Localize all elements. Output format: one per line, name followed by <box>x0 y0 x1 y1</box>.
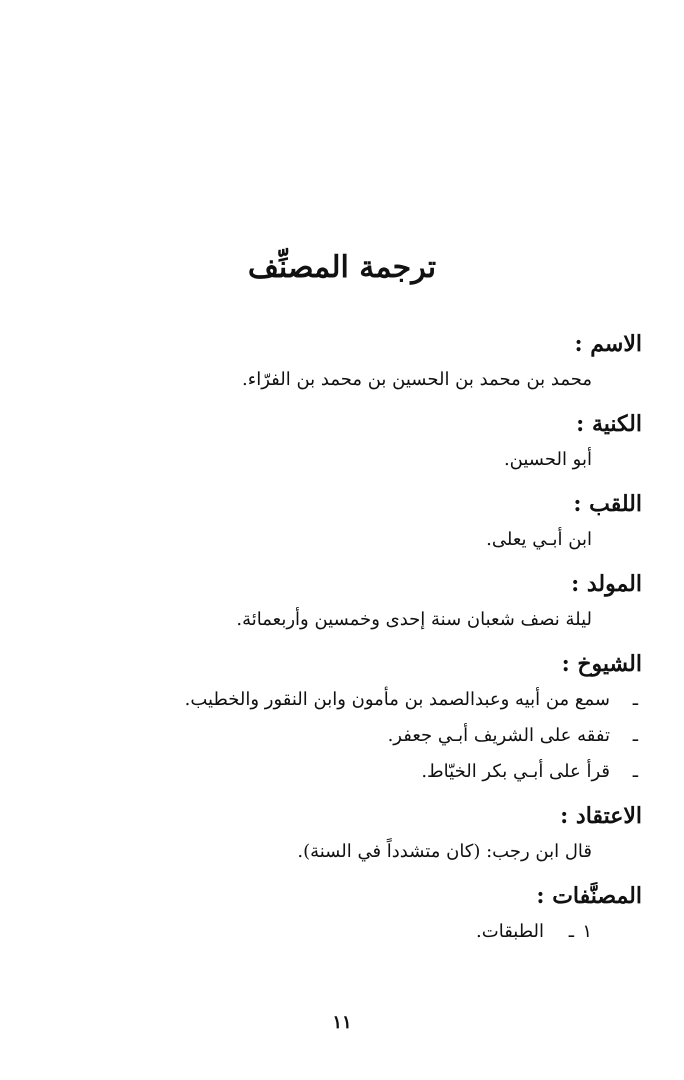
section-value-laqab: ابن أبـي يعلى. <box>486 529 592 550</box>
list-item <box>42 914 642 950</box>
section-value-creed: قال ابن رجب: (كان متشدداً في السنة). <box>297 841 592 862</box>
list-dash: ـ <box>632 689 638 710</box>
section-kunya <box>42 406 642 478</box>
list-dash: ـ <box>632 761 638 782</box>
list-item-text: قرأ على أبـي بكر الخيّاط. <box>421 761 610 782</box>
list-item-text: سمع من أبيه وعبدالصمد بن مأمون وابن النقور والخطيب. <box>184 689 610 710</box>
list-number: ١ <box>582 921 592 942</box>
section-value-name: محمد بن محمد بن الحسين بن محمد بن الفرّاء. <box>242 369 592 390</box>
page-title: ترجمة المصنِّف <box>247 250 437 285</box>
section-heading-laqab: اللقب : <box>573 491 642 517</box>
section-value-birth: ليلة نصف شعبان سنة إحدى وخمسين وأربعمائة. <box>236 609 592 630</box>
page-number: ١١ <box>332 1012 352 1033</box>
section-teachers <box>42 646 642 790</box>
section-creed <box>42 798 642 870</box>
section-heading-teachers: الشيوخ : <box>561 651 642 677</box>
section-heading-birth: المولد : <box>571 571 642 597</box>
section-laqab <box>42 486 642 558</box>
list-item <box>42 754 642 790</box>
section-name <box>42 326 642 398</box>
list-dash: ـ <box>632 725 638 746</box>
section-heading-name: الاسم : <box>574 331 642 357</box>
section-heading-creed: الاعتقاد : <box>560 803 642 829</box>
section-heading-works: المصنَّفات : <box>536 883 642 909</box>
list-item <box>42 682 642 718</box>
section-birth <box>42 566 642 638</box>
section-works <box>42 878 642 950</box>
section-heading-kunya: الكنية : <box>576 411 642 437</box>
list-item-text: الطبقات. <box>476 921 544 942</box>
biography-content <box>42 326 642 950</box>
list-dash: ـ <box>568 921 574 942</box>
list-item-text: تفقه على الشريف أبـي جعفر. <box>387 725 610 746</box>
list-item <box>42 718 642 754</box>
section-value-kunya: أبو الحسين. <box>503 449 592 470</box>
